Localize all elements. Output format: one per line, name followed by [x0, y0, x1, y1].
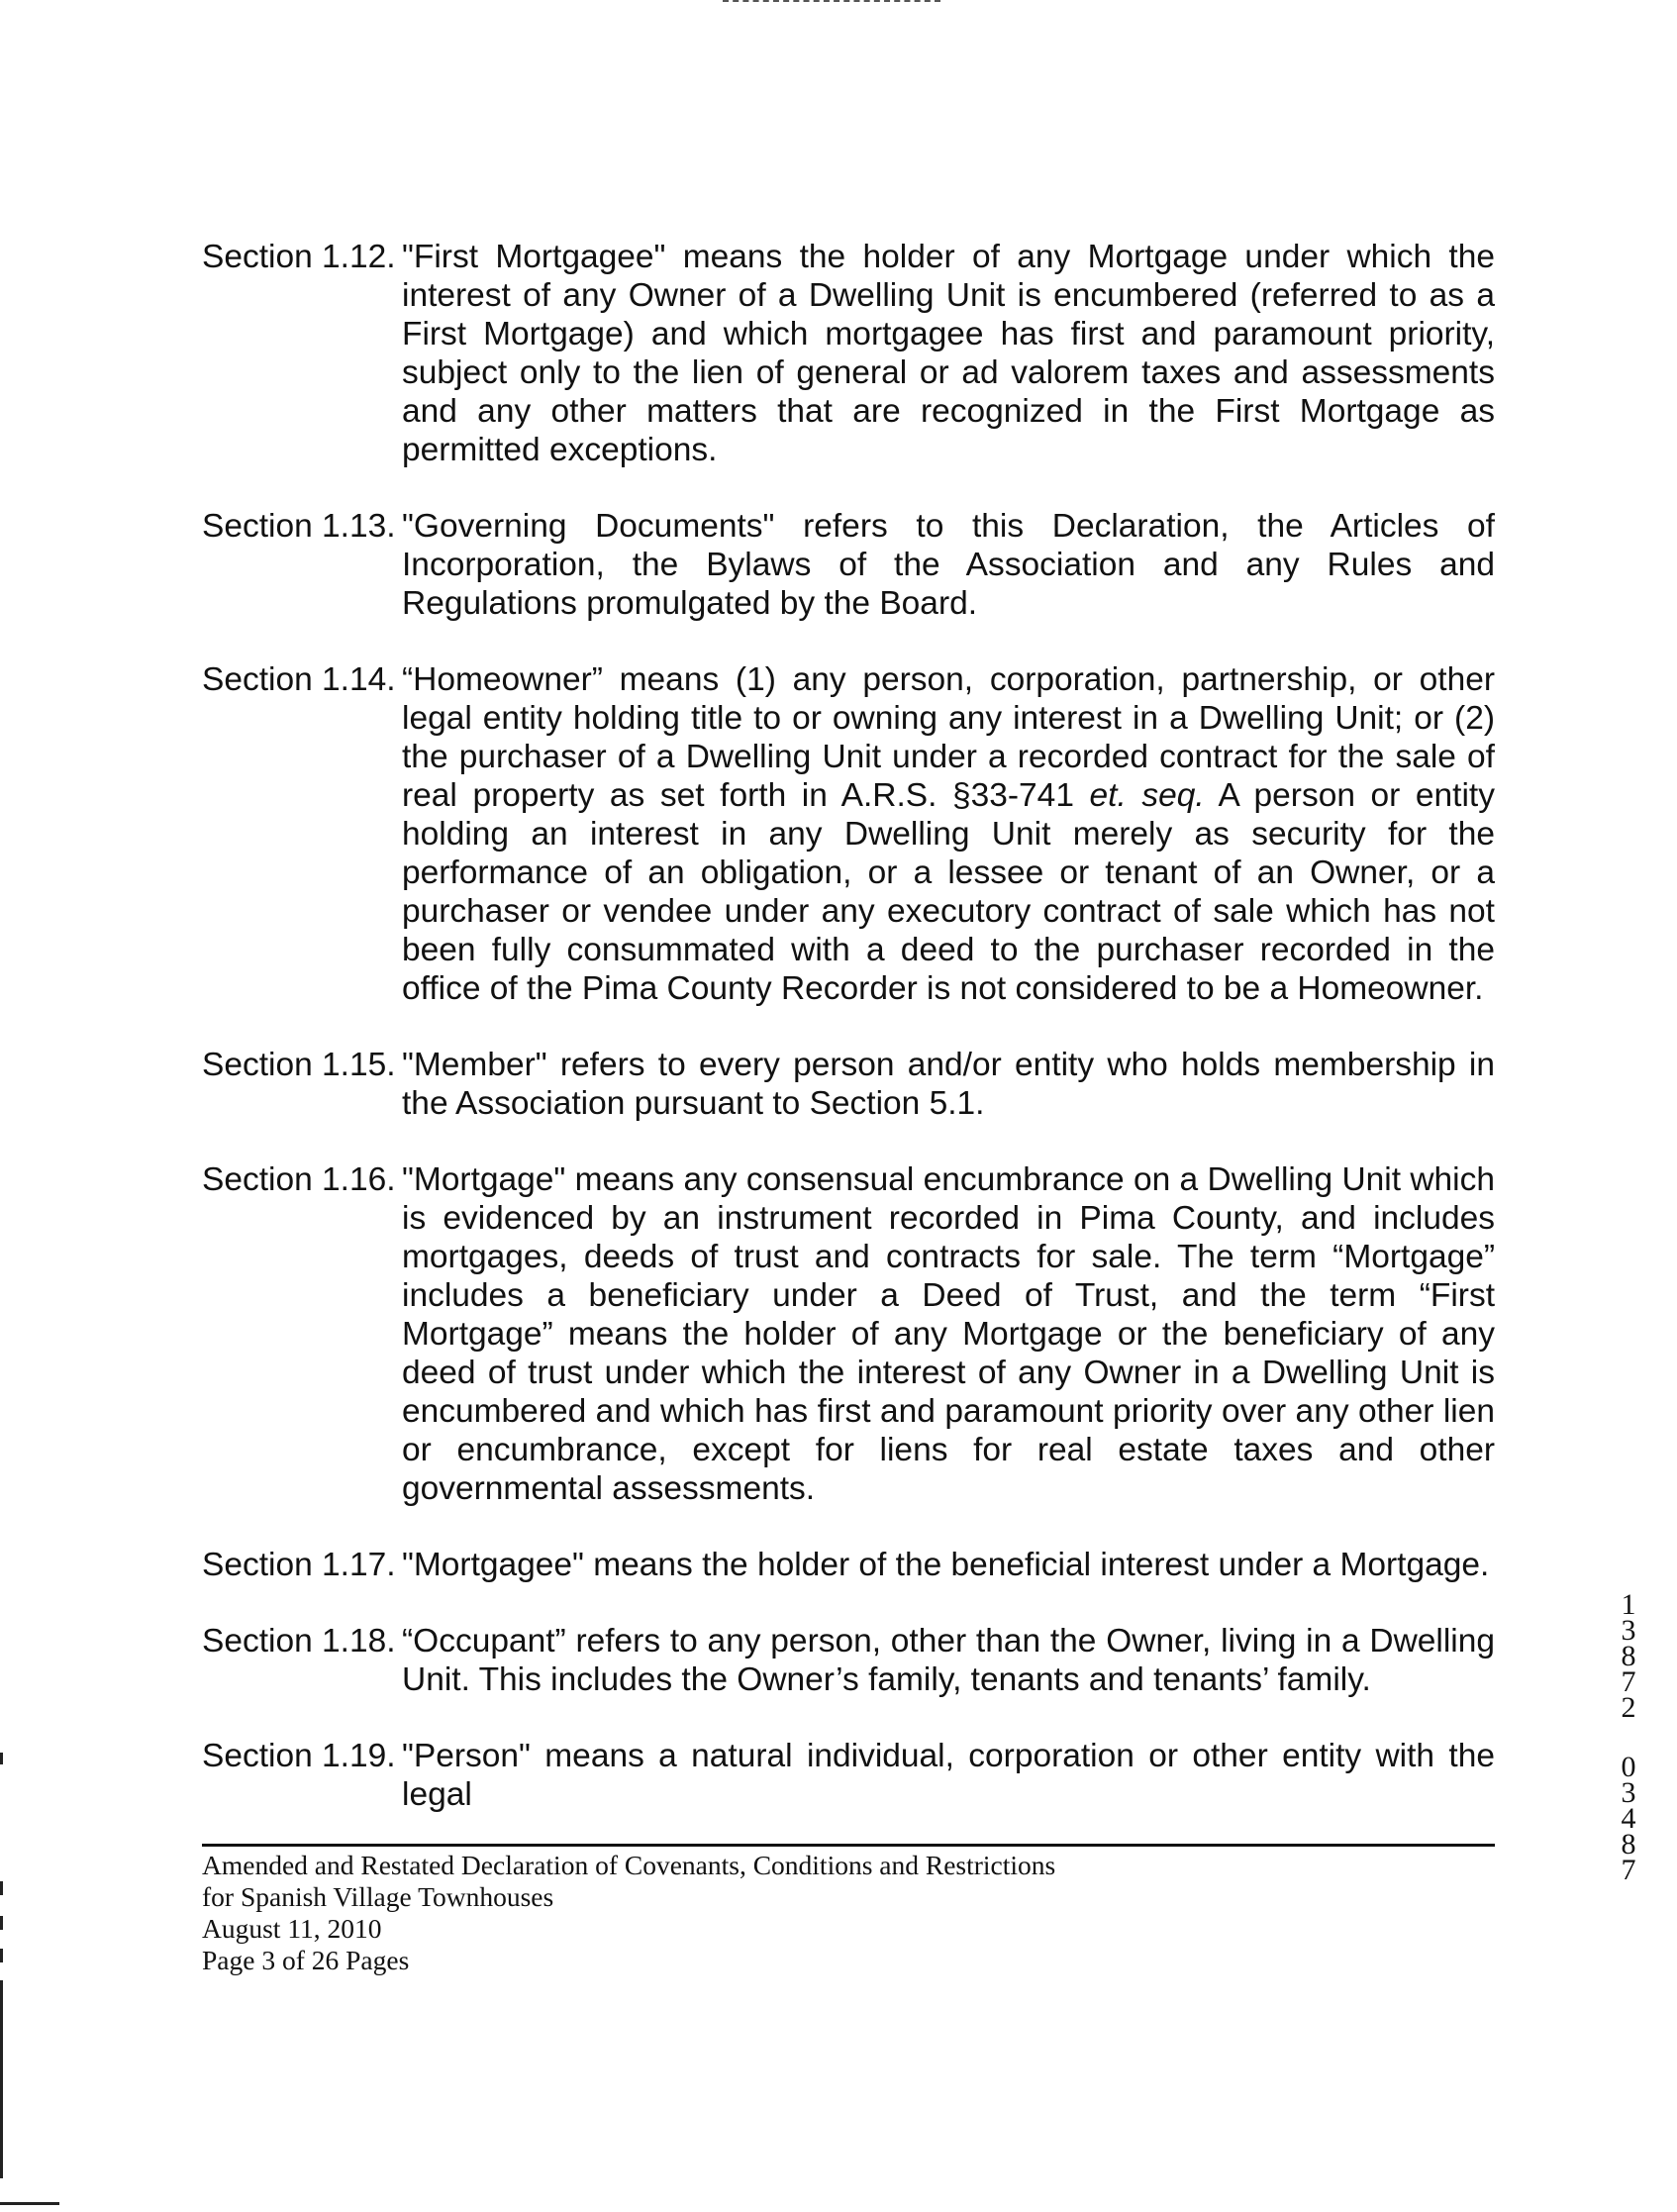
stamp-digit: 7: [1621, 1665, 1636, 1698]
section-1-15: [202, 1046, 1495, 1123]
section-label: Section 1.16.: [202, 1161, 396, 1198]
footer-document-subtitle: for Spanish Village Townhouses: [202, 1881, 554, 1912]
section-label: Section 1.14.: [202, 661, 396, 698]
section-1-17: [202, 1546, 1495, 1584]
section-text: "First Mortgagee" means the holder of any Mortgage under which the interest of any Owner of a Dwelling Unit is encumbered (referred to as a First Mortgage) and which mortgagee has first and paramount priority, subject only to the lien of general or ad valorem taxes and assessments and any other matters that are recognized in the First Mortgage as permitted exceptions.: [402, 239, 1495, 468]
section-1-19: [202, 1737, 1495, 1814]
section-label: Section 1.12.: [202, 239, 396, 275]
scan-artifact-left: [0, 1980, 3, 2178]
section-text-italic: et. seq.: [1089, 777, 1205, 814]
page-footer: [202, 1850, 1055, 1976]
scan-artifact-left: [0, 1881, 3, 1895]
scan-artifact-top: [723, 0, 940, 5]
stamp-digit: 7: [1621, 1854, 1636, 1886]
scan-artifact-left: [0, 1753, 3, 1764]
section-1-18: [202, 1622, 1495, 1699]
section-text-part: “Homeowner” means (1) any person, corporation, partnership, or other legal entity holding title to or owning any interest in a Dwelling Unit; or (2) the purchaser of a Dwelling Unit under a recorded contract for the sale of real property as set forth in A.R.S. §33-741: [402, 661, 1495, 814]
section-1-16: [202, 1160, 1495, 1508]
stamp-digit: 3: [1621, 1614, 1636, 1647]
stamp-digit: 0: [1621, 1751, 1636, 1783]
section-1-12: [202, 238, 1495, 469]
scan-artifact-left: [0, 1949, 3, 1962]
stamp-digit: 8: [1621, 1640, 1636, 1672]
stamp-digit: 8: [1621, 1828, 1636, 1860]
recorder-sequence-stamp: [1614, 1588, 1643, 1886]
section-text: “Occupant” refers to any person, other than the Owner, living in a Dwelling Unit. This includes the Owner’s family, tenants and tenants’ family.: [402, 1623, 1495, 1698]
section-text: "Person" means a natural individual, corporation or other entity with the legal: [402, 1738, 1495, 1813]
scan-artifact-left: [0, 1916, 3, 1930]
section-1-14: [202, 660, 1495, 1008]
section-label: Section 1.15.: [202, 1047, 396, 1083]
section-label: Section 1.17.: [202, 1547, 396, 1583]
section-1-13: [202, 507, 1495, 623]
footer-page-number: Page 3 of 26 Pages: [202, 1945, 410, 1975]
definitions-list: [202, 238, 1495, 1852]
scan-artifact-bottom: [0, 2202, 59, 2205]
stamp-digit: 2: [1621, 1691, 1636, 1724]
section-text-part: A person or entity holding an interest in any Dwelling Unit merely as security for the performance of an obligation, or a lessee or tenant of an Owner, or a purchaser or vendee under any executory contract of sale which has not been fully consummated with a deed to the purchaser recorded in the office of the Pima County Recorder is not considered to be a Homeowner.: [402, 777, 1495, 1007]
stamp-gap: [1614, 1721, 1643, 1755]
stamp-digit: 4: [1621, 1802, 1636, 1835]
section-label: Section 1.18.: [202, 1623, 396, 1659]
section-text: [400, 660, 1495, 1008]
stamp-digit: 1: [1621, 1588, 1636, 1621]
stamp-digit: 3: [1621, 1776, 1636, 1809]
section-text: "Mortgage" means any consensual encumbrance on a Dwelling Unit which is evidenced by an instrument recorded in Pima County, and includes mortgages, deeds of trust and contracts for sale. The term “Mortgage” includes a beneficiary under a Deed of Trust, and the term “First Mortgage” means the holder of any Mortgage or the beneficiary of any deed of trust under which the interest of any Owner in a Dwelling Unit is encumbered and which has first and paramount priority over any other lien or encumbrance, except for liens for real estate taxes and other governmental assessments.: [402, 1161, 1495, 1507]
section-text: "Mortgagee" means the holder of the beneficial interest under a Mortgage.: [402, 1547, 1490, 1583]
section-text: "Governing Documents" refers to this Declaration, the Articles of Incorporation, the Bylaws of the Association and any Rules and Regulations promulgated by the Board.: [402, 508, 1495, 622]
section-text: "Member" refers to every person and/or entity who holds membership in the Association pursuant to Section 5.1.: [402, 1047, 1495, 1122]
footer-divider: [202, 1844, 1495, 1847]
footer-document-title: Amended and Restated Declaration of Covenants, Conditions and Restrictions: [202, 1850, 1056, 1880]
section-label: Section 1.13.: [202, 508, 396, 545]
footer-date: August 11, 2010: [202, 1913, 382, 1944]
section-label: Section 1.19.: [202, 1738, 396, 1774]
